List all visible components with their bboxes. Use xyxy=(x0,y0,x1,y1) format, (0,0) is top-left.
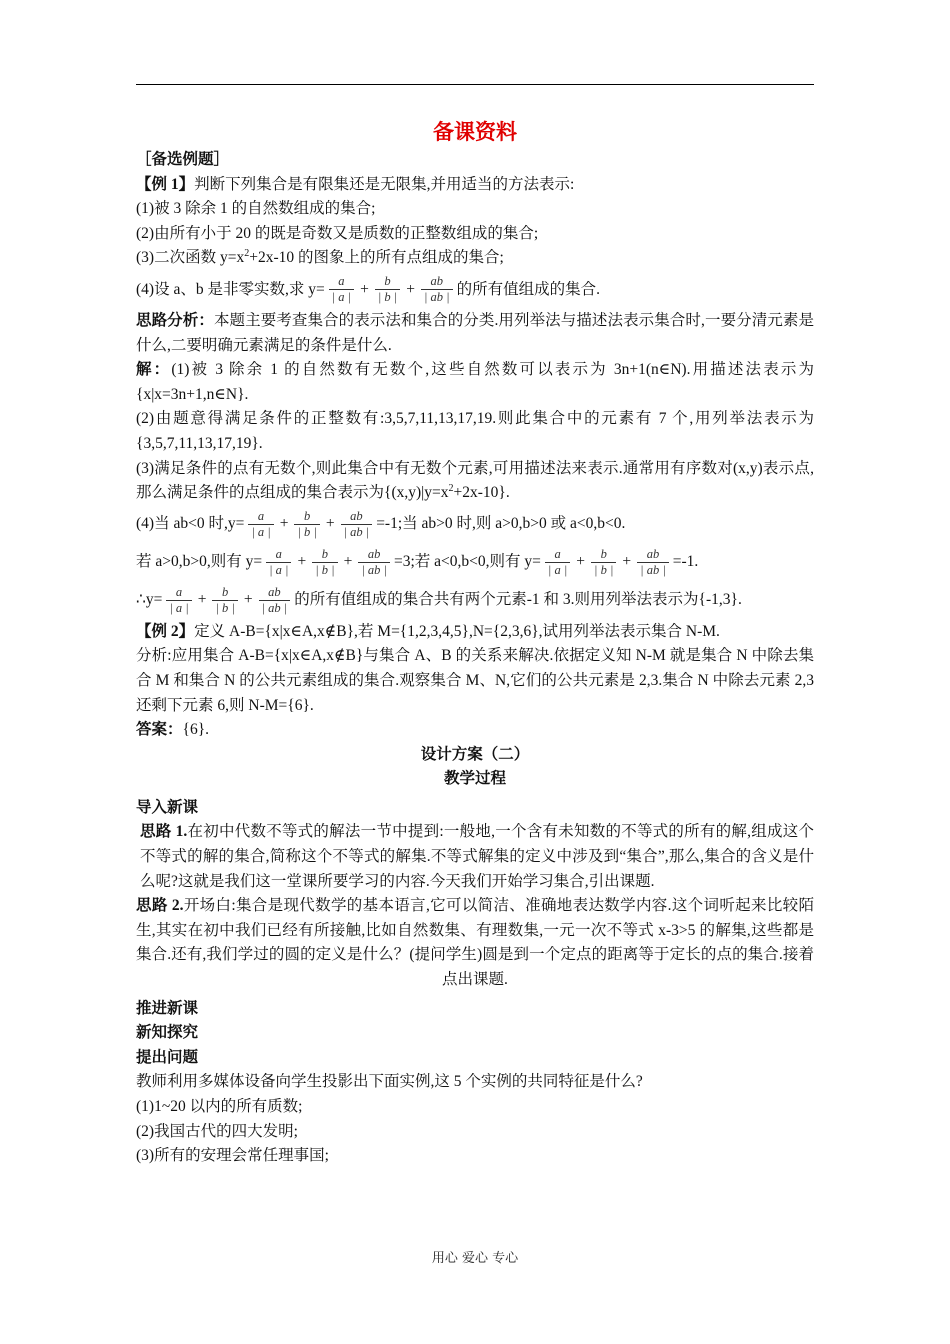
q4-suffix: 的所有值组成的集合. xyxy=(456,280,600,298)
example-2-label: 【例 2】 xyxy=(136,622,195,640)
answer xyxy=(136,718,814,743)
fraction-ab: $\frac{ab}{| ab |}$ xyxy=(637,547,669,578)
question-heading: 提出问题 xyxy=(136,1048,199,1066)
fraction-ab: $\frac{ab}{| ab |}$ xyxy=(421,274,453,305)
idea-2 xyxy=(136,894,814,992)
document-body xyxy=(136,118,814,1169)
fraction-b: $\frac{b}{| b |}$ xyxy=(312,547,337,578)
process-title: 教学过程 xyxy=(443,770,506,788)
example-2-analysis: 分析:应用集合 A-B={x|x∈A,x∉B}与集合 A、B 的关系来解决.依据定义知 N-M 就是集合 N 中除去集合 M 和集合 N 的公共元素组成的集合.观察集合 M、N,它们的公共元素是 2,3.集合 N 中除去元素 2,3 还剩下元素 6,则 N-M={6}. xyxy=(136,647,814,714)
fraction-a: $\frac{a}{| a |}$ xyxy=(266,547,291,578)
document-title: 备课资料 xyxy=(433,120,517,144)
solution-5-middle: =3;若 a<0,b<0,则有 y= xyxy=(393,553,541,571)
fraction-b: $\frac{b}{| b |}$ xyxy=(591,547,616,578)
header-rule xyxy=(136,84,814,85)
fraction-b: $\frac{b}{| b |}$ xyxy=(294,509,319,540)
idea-1 xyxy=(136,820,814,894)
fraction-ab: $\frac{ab}{| ab |}$ xyxy=(341,509,373,540)
list-item: (1)1~20 以内的所有质数; xyxy=(136,1098,303,1115)
intro-heading: 导入新课 xyxy=(136,798,199,816)
answer-text: {6}. xyxy=(182,721,210,739)
fraction-b: $\frac{b}{| b |}$ xyxy=(212,585,237,616)
solution-6: ∴y= $\frac{a}{| a |}$ + $\frac{b}{| b |}$ + $\frac{ab}{| ab |}$ 的所有值组成的集合共有两个元素-1 和 3.则用列举法表示为{-1,3}. xyxy=(136,585,742,616)
solution-label: 解： xyxy=(136,361,172,379)
analysis-text: 本题主要考查集合的表示法和集合的分类.用列举法与描述法表示集合时,一要分清元素是什么,二要明确元素满足的条件是什么. xyxy=(136,311,814,354)
q4-prefix: (4)设 a、b 是非零实数,求 y= xyxy=(136,280,325,298)
advance-heading: 推进新课 xyxy=(136,999,199,1017)
solution-5: 若 a>0,b>0,则有 y= $\frac{a}{| a |}$ + $\frac{b}{| b |}$ + $\frac{ab}{| ab |}$ =3;若 a<0,b<0,则有 y= $\frac{a}{| a |}$ + $\frac{b}{| b |}$ + $\frac{ab}{| ab |}$ =-1. xyxy=(136,547,699,578)
solution-2: (2)由题意得满足条件的正整数有:3,5,7,11,13,17,19.则此集合中的元素有 7 个,用列举法表示为{3,5,7,11,13,17,19}. xyxy=(136,410,814,452)
example-2-text: 定义 A-B={x|x∈A,x∉B},若 M={1,2,3,4,5},N={2,3,6},试用列举法表示集合 N-M. xyxy=(194,622,720,640)
solution-4-suffix: =-1;当 ab>0 时,则 a>0,b>0 或 a<0,b<0. xyxy=(376,515,626,533)
fraction-b: $\frac{b}{| b |}$ xyxy=(375,274,400,305)
example-1-q2: (2)由所有小于 20 的既是奇数又是质数的正整数组成的集合; xyxy=(136,224,539,242)
idea-1-text: 在初中代数不等式的解法一节中提到:一般地,一个含有未知数的不等式的所有的解,组成这个不等式的解的集合,简称这个不等式的解集.不等式解集的定义中涉及到“集合”,那么,集合的含义是什么呢?这就是我们这一堂课所要学习的内容.今天我们开始学习集合,引出课题. xyxy=(140,823,814,890)
list-item: (3)所有的安理会常任理事国; xyxy=(136,1147,329,1165)
section-tag: ［备选例题］ xyxy=(136,151,230,168)
analysis xyxy=(136,309,814,358)
idea-1-label: 思路 1. xyxy=(140,823,188,841)
fraction-a: $\frac{a}{| a |}$ xyxy=(329,274,354,305)
list-item: (2)我国古代的四大发明; xyxy=(136,1122,298,1140)
fraction-ab: $\frac{ab}{| ab |}$ xyxy=(358,547,390,578)
solution-5-suffix: =-1. xyxy=(672,553,699,571)
idea-2-label: 思路 2. xyxy=(136,897,184,915)
solution-3: (3)满足条件的点有无数个,则此集合中有无数个元素,可用描述法来表示.通常用有序数对(x,y)表示点,那么满足条件的点组成的集合表示为$\{(x,y)|y=x^2+2x-10\}$. xyxy=(136,459,814,502)
example-2 xyxy=(136,620,814,645)
solution-4-prefix: (4)当 ab<0 时,y= xyxy=(136,515,245,533)
example-1-text: 判断下列集合是有限集还是无限集,并用适当的方法表示: xyxy=(194,175,575,193)
solution-6-prefix: ∴y= xyxy=(136,591,163,609)
fraction-ab: $\frac{ab}{| ab |}$ xyxy=(259,585,291,616)
example-1-q3: (3)二次函数 $y=x^2+2x-10$ 的图象上的所有点组成的集合; xyxy=(136,248,504,267)
solution-1 xyxy=(136,358,814,407)
question-intro: 教师利用多媒体设备向学生投影出下面实例,这 5 个实例的共同特征是什么? xyxy=(136,1073,643,1091)
page-footer: 用心 爱心 专心 xyxy=(431,1251,519,1266)
solution-4: (4)当 ab<0 时,y= $\frac{a}{| a |}$ + $\frac{b}{| b |}$ + $\frac{ab}{| ab |}$ =-1;当 ab>0 时,则 a>0,b>0 或 a<0,b<0. xyxy=(136,509,626,540)
idea-2-text: 开场白:集合是现代数学的基本语言,它可以简洁、准确地表达数学内容.这个词听起来比较陌生,其实在初中我们已经有所接触,比如自然数集、有理数集,一元一次不等式 x-3>5 的解集,这些都是集合.还有,我们学过的圆的定义是什么？(提问学生)圆是到一个定点的距离等于定长的点的集合.接着点出课题. xyxy=(136,897,814,989)
solution-1-text: (1)被 3 除余 1 的自然数有无数个,这些自然数可以表示为 3n+1(n∈N).用描述法表示为{x|x=3n+1,n∈N}. xyxy=(136,361,814,403)
solution-5-prefix: 若 a>0,b>0,则有 y= xyxy=(136,553,263,571)
explore-heading: 新知探究 xyxy=(136,1024,199,1042)
answer-label: 答案： xyxy=(136,721,183,739)
solution-6-suffix: 的所有值组成的集合共有两个元素-1 和 3.则用列举法表示为{-1,3}. xyxy=(294,591,742,609)
example-1 xyxy=(136,173,814,198)
design-title: 设计方案（二） xyxy=(420,745,530,763)
fraction-a: $\frac{a}{| a |}$ xyxy=(545,547,570,578)
analysis-label: 思路分析： xyxy=(136,311,214,329)
fraction-a: $\frac{a}{| a |}$ xyxy=(166,585,191,616)
example-1-q1: (1)被 3 除余 1 的自然数组成的集合; xyxy=(136,200,376,218)
example-1-label: 【例 1】 xyxy=(136,175,195,193)
example-1-q4: (4)设 a、b 是非零实数,求 y= $\frac{a}{| a |}$ + $\frac{b}{| b |}$ + $\frac{ab}{| ab |}$ 的所有值组成的集合. xyxy=(136,274,600,305)
fraction-a: $\frac{a}{| a |}$ xyxy=(248,509,273,540)
